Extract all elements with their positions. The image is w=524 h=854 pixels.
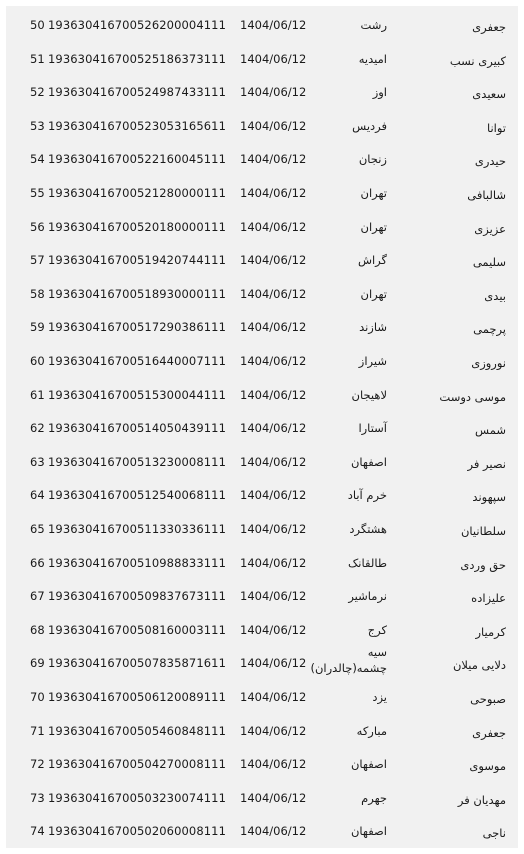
tracking-code: 193630416700526200004111 <box>48 18 226 32</box>
name-cell: بیدی <box>484 288 506 303</box>
table-row <box>6 208 518 242</box>
city-cell: زنجان <box>358 152 387 167</box>
name-cell: سلطانیان <box>460 524 506 538</box>
date-cell: 1404/06/12 <box>240 454 307 469</box>
row-number: 53 <box>30 118 45 133</box>
date-cell: 1404/06/12 <box>240 622 307 637</box>
tracking-code: 193630416700503230074111 <box>48 790 226 805</box>
date-cell: 1404/06/12 <box>240 790 307 805</box>
tracking-code: 193630416700517290386111 <box>48 320 226 335</box>
name-cell: نصیر فر <box>467 456 506 471</box>
name-cell: عزیزی <box>474 221 506 236</box>
tracking-code: 193630416700525186373111 <box>48 51 226 66</box>
table-row <box>6 140 518 174</box>
tracking-code: 193630416700513230008111 <box>48 454 226 469</box>
tracking-code: 193630416700511330336111 <box>48 522 226 536</box>
row-number: 65 <box>30 522 45 536</box>
city-cell: لاهیجان <box>351 387 387 402</box>
name-cell: سپهوند <box>472 490 506 505</box>
city-cell: کرج <box>367 622 387 637</box>
row-number: 57 <box>30 253 45 268</box>
name-cell: سعیدی <box>472 87 506 102</box>
tracking-code: 193630416700520180000111 <box>48 219 226 234</box>
table-row <box>6 443 518 477</box>
table-row <box>6 745 518 779</box>
tracking-code: 193630416700508160003111 <box>48 622 226 637</box>
row-number: 59 <box>30 320 45 335</box>
tracking-code: 193630416700509837673111 <box>48 589 226 604</box>
city-cell: مبارکه <box>356 723 387 738</box>
table-row <box>6 577 518 611</box>
city-cell: گراش <box>357 253 387 268</box>
name-cell: دلایی میلان <box>452 658 506 673</box>
table-row <box>6 40 518 74</box>
city-cell: تهران <box>360 219 387 234</box>
city-cell: تهران <box>360 286 387 301</box>
tracking-code: 193630416700518930000111 <box>48 286 226 301</box>
city-cell: اصفهان <box>350 824 387 839</box>
table-row <box>6 107 518 141</box>
row-number: 63 <box>30 454 45 469</box>
table-row <box>6 174 518 208</box>
row-number: 74 <box>30 824 45 839</box>
name-cell: پرچمی <box>473 322 506 337</box>
table-row <box>6 409 518 443</box>
city-cell: فردیس <box>352 118 387 133</box>
table-row <box>6 275 518 309</box>
city-cell: رشت <box>360 18 387 32</box>
table-row <box>6 6 518 40</box>
row-number: 60 <box>30 354 45 368</box>
date-cell: 1404/06/12 <box>240 723 307 738</box>
city-cell: اصفهان <box>350 757 387 772</box>
row-number: 58 <box>30 286 45 301</box>
document-page <box>6 6 518 848</box>
row-number: 71 <box>30 723 45 738</box>
date-cell: 1404/06/12 <box>240 757 307 772</box>
date-cell: 1404/06/12 <box>240 219 307 234</box>
date-cell: 1404/06/12 <box>240 118 307 133</box>
tracking-code: 193630416700519420744111 <box>48 253 226 268</box>
date-cell: 1404/06/12 <box>240 589 307 604</box>
city-cell: یزد <box>372 690 387 704</box>
date-cell: 1404/06/12 <box>240 387 307 402</box>
name-cell: سلیمی <box>472 255 506 270</box>
city-cell: تهران <box>360 186 387 200</box>
name-cell: نوروزی <box>471 356 506 370</box>
date-cell: 1404/06/12 <box>240 522 307 536</box>
tracking-code: 193630416700507835871611 <box>48 656 226 671</box>
tracking-code: 193630416700506120089111 <box>48 690 226 704</box>
name-cell: جعفری <box>472 725 506 740</box>
row-number: 68 <box>30 622 45 637</box>
tracking-code: 193630416700510988833111 <box>48 555 226 570</box>
city-cell: اوز <box>372 85 387 100</box>
tracking-code: 193630416700512540068111 <box>48 488 226 503</box>
date-cell: 1404/06/12 <box>240 85 307 100</box>
name-cell: شالبافی <box>467 188 506 202</box>
date-cell: 1404/06/12 <box>240 824 307 839</box>
row-number: 55 <box>30 186 45 200</box>
name-cell: حق وردی <box>460 557 506 572</box>
row-number: 54 <box>30 152 45 167</box>
tracking-code: 193630416700502060008111 <box>48 824 226 839</box>
table-row <box>6 644 518 678</box>
tracking-code: 193630416700523053165611 <box>48 118 226 133</box>
table-row <box>6 241 518 275</box>
city-cell: اصفهان <box>350 454 387 469</box>
name-cell: موسی دوست <box>439 389 506 404</box>
name-cell: شمس <box>475 423 506 438</box>
tracking-code: 193630416700515300044111 <box>48 387 226 402</box>
table-row <box>6 779 518 813</box>
table-row <box>6 544 518 578</box>
date-cell: 1404/06/12 <box>240 656 307 671</box>
table-row <box>6 812 518 846</box>
row-number: 67 <box>30 589 45 604</box>
name-cell: کبیری نسب <box>449 53 506 68</box>
date-cell: 1404/06/12 <box>240 186 307 200</box>
name-cell: علیزاده <box>471 591 506 606</box>
tracking-code: 193630416700505460848111 <box>48 723 226 738</box>
date-cell: 1404/06/12 <box>240 555 307 570</box>
row-number: 69 <box>30 656 45 671</box>
table-row <box>6 611 518 645</box>
row-number: 64 <box>30 488 45 503</box>
table-row <box>6 342 518 376</box>
date-cell: 1404/06/12 <box>240 421 307 436</box>
row-number: 51 <box>30 51 45 66</box>
city-cell: سیه چشمه(چالدران) <box>310 645 387 676</box>
city-cell: شیراز <box>358 354 387 368</box>
table-row <box>6 476 518 510</box>
table-row <box>6 678 518 712</box>
date-cell: 1404/06/12 <box>240 18 307 32</box>
name-cell: کرمیار <box>475 624 506 639</box>
city-cell: امیدیه <box>358 51 387 66</box>
row-number: 72 <box>30 757 45 772</box>
row-number: 66 <box>30 555 45 570</box>
row-number: 52 <box>30 85 45 100</box>
name-cell: مهدیان فر <box>457 792 506 807</box>
date-cell: 1404/06/12 <box>240 152 307 167</box>
city-cell: آستارا <box>358 421 387 436</box>
name-cell: ناجی <box>482 826 506 841</box>
date-cell: 1404/06/12 <box>240 51 307 66</box>
table-row <box>6 510 518 544</box>
city-cell: طالقانک <box>348 555 387 570</box>
name-cell: صبوحی <box>470 692 506 706</box>
row-number: 61 <box>30 387 45 402</box>
table-row <box>6 712 518 746</box>
name-cell: جعفری <box>472 20 506 34</box>
city-cell: خرم آباد <box>347 488 387 503</box>
name-cell: حیدری <box>474 154 506 169</box>
date-cell: 1404/06/12 <box>240 690 307 704</box>
date-cell: 1404/06/12 <box>240 354 307 368</box>
name-cell: توانا <box>486 120 506 135</box>
table-row <box>6 308 518 342</box>
row-number: 62 <box>30 421 45 436</box>
tracking-code: 193630416700514050439111 <box>48 421 226 436</box>
city-cell: جهرم <box>361 790 387 805</box>
table-row <box>6 73 518 107</box>
city-cell: هشتگرد <box>349 522 387 536</box>
tracking-code: 193630416700516440007111 <box>48 354 226 368</box>
table-row <box>6 376 518 410</box>
date-cell: 1404/06/12 <box>240 253 307 268</box>
tracking-code: 193630416700504270008111 <box>48 757 226 772</box>
row-number: 73 <box>30 790 45 805</box>
tracking-code: 193630416700521280000111 <box>48 186 226 200</box>
row-number: 50 <box>30 18 45 32</box>
date-cell: 1404/06/12 <box>240 286 307 301</box>
date-cell: 1404/06/12 <box>240 320 307 335</box>
tracking-code: 193630416700522160045111 <box>48 152 226 167</box>
row-number: 70 <box>30 690 45 704</box>
name-cell: موسوی <box>469 759 506 774</box>
city-cell: شازند <box>359 320 387 335</box>
city-cell: نرماشیر <box>348 589 387 604</box>
row-number: 56 <box>30 219 45 234</box>
tracking-code: 193630416700524987433111 <box>48 85 226 100</box>
date-cell: 1404/06/12 <box>240 488 307 503</box>
